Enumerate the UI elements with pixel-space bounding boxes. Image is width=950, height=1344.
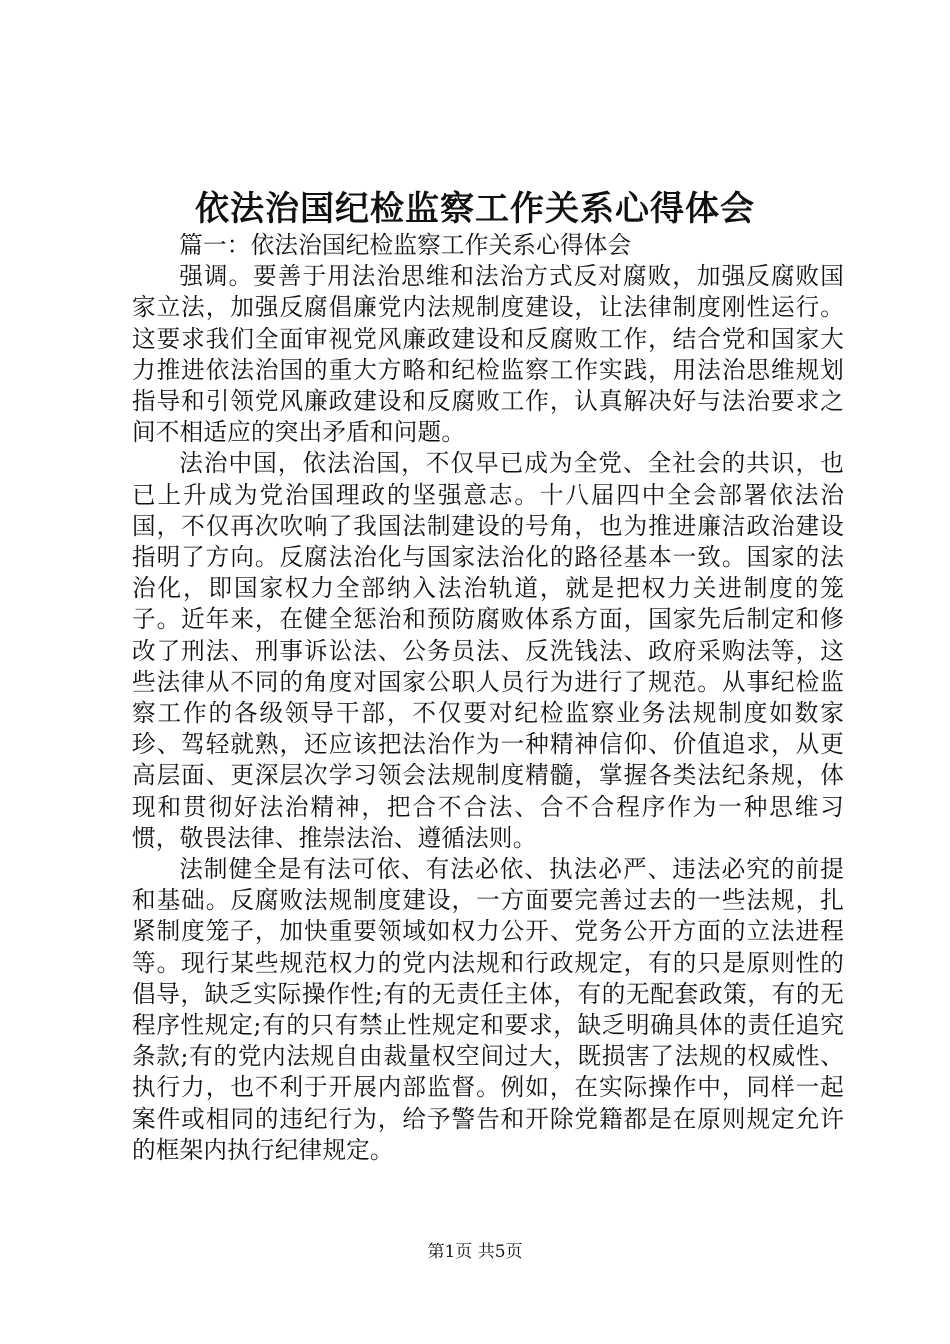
paragraph: 强调。要善于用法治思维和法治方式反对腐败，加强反腐败国家立法，加强反腐倡廉党内法规制度建设，让法律制度刚性运行。这要求我们全面审视党风廉政建设和反腐败工作，结合党和国家大力推进依法治国的重大方略和纪检监察工作实践，用法治思维规划指导和引领党风廉政建设和反腐败工作，认真解决好与法治要求之间不相适应的突出矛盾和问题。 — [132, 262, 844, 447]
document-body — [132, 230, 844, 1166]
paragraph: 法治中国，依法治国，不仅早已成为全党、全社会的共识，也已上升成为党治国理政的坚强意志。十八届四中全会部署依法治国，不仅再次吹响了我国法制建设的号角，也为推进廉洁政治建设指明了方向。反腐法治化与国家法治化的路径基本一致。国家的法治化，即国家权力全部纳入法治轨道，就是把权力关进制度的笼子。近年来，在健全惩治和预防腐败体系方面，国家先后制定和修改了刑法、刑事诉讼法、公务员法、反洗钱法、政府采购法等，这些法律从不同的角度对国家公职人员行为进行了规范。从事纪检监察工作的各级领导干部，不仅要对纪检监察业务法规制度如数家珍、驾轻就熟，还应该把法治作为一种精神信仰、价值追求，从更高层面、更深层次学习领会法规制度精髓，掌握各类法纪条规，体现和贯彻好法治精神，把合不合法、合不合程序作为一种思维习惯，敬畏法律、推崇法治、遵循法则。 — [132, 449, 844, 852]
document-title: 依法治国纪检监察工作关系心得体会 — [195, 189, 755, 229]
paragraph-section-heading: 篇一：依法治国纪检监察工作关系心得体会 — [179, 231, 632, 259]
paragraph: 法制健全是有法可依、有法必依、执法必严、违法必究的前提和基础。反腐败法规制度建设，一方面要完善过去的一些法规，扎紧制度笼子，加快重要领域如权力公开、党务公开方面的立法进程等。现行某些规范权力的党内法规和行政规定，有的只是原则性的倡导，缺乏实际操作性;有的无责任主体，有的无配套政策，有的无程序性规定;有的只有禁止性规定和要求，缺乏明确具体的责任追究条款;有的党内法规自由裁量权空间过大，既损害了法规的权威性、执行力，也不利于开展内部监督。例如，在实际操作中，同样一起案件或相同的违纪行为，给予警告和开除党籍都是在原则规定允许的框架内执行纪律规定。 — [132, 855, 844, 1164]
page-number-footer: 第1页 共5页 — [427, 1242, 523, 1262]
